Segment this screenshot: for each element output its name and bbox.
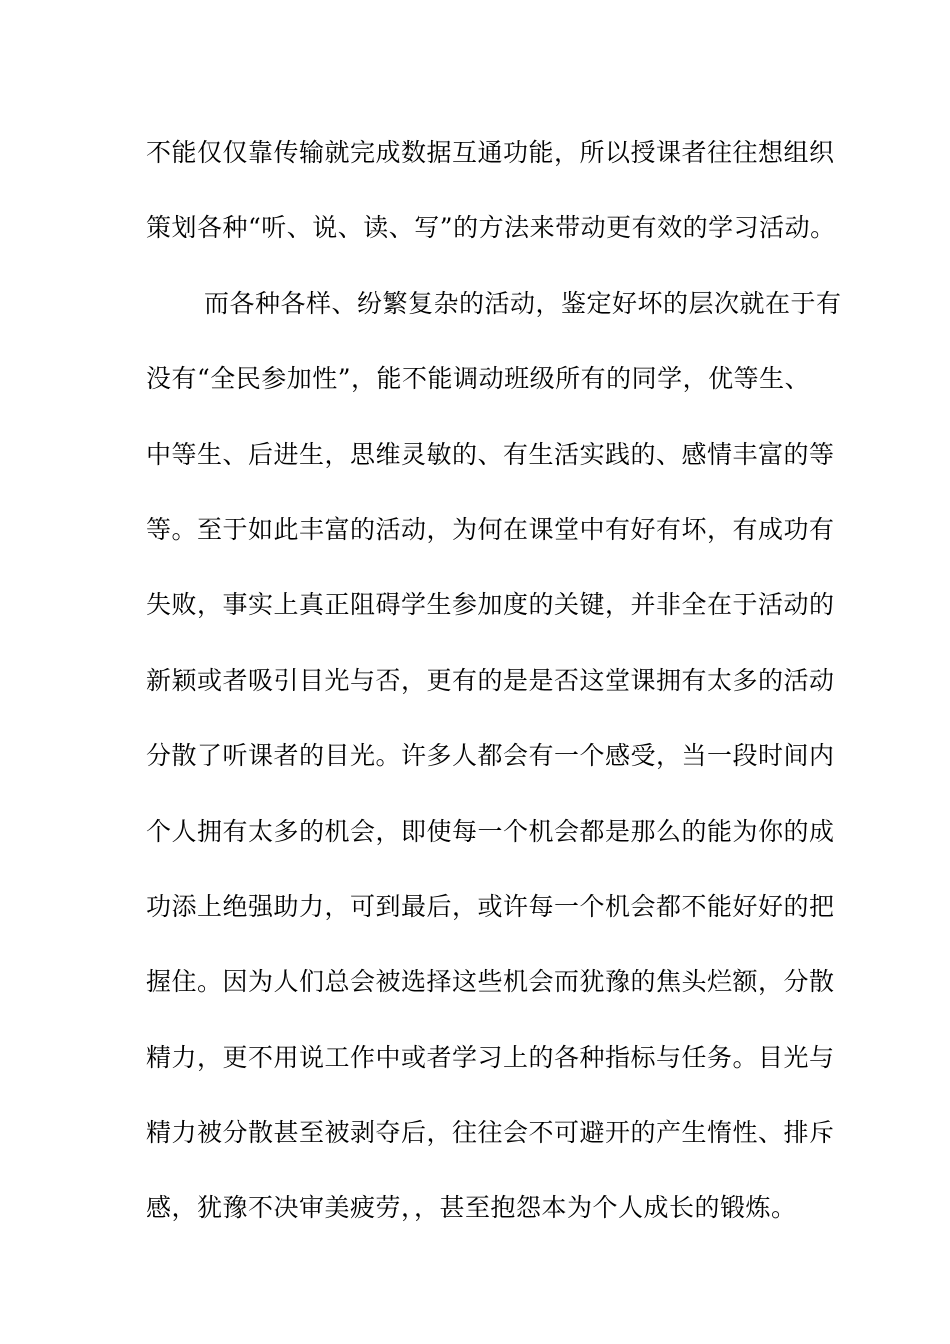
text-line: 不能仅仅靠传输就完成数据互通功能，所以授课者往往想组织: [146, 138, 835, 167]
text-line: 分散了听课者的目光。许多人都会有一个感受，当一段时间内: [146, 741, 835, 771]
text-line: 感，犹豫不决审美疲劳，，甚至抱怨本为个人成长的锻炼。: [146, 1193, 797, 1223]
text-line: 精力，更不用说工作中或者学习上的各种指标与任务。目光与: [146, 1042, 835, 1072]
text-line: 没有“全民参加性”，能不能调动班级所有的同学，优等生、: [146, 364, 811, 394]
text-line: 功添上绝强助力，可到最后，或许每一个机会都不能好好的把: [146, 891, 835, 921]
text-line: 新颖或者吸引目光与否，更有的是是否这堂课拥有太多的活动: [146, 665, 835, 695]
text-line: 中等生、后进生，思维灵敏的、有生活实践的、感情丰富的等: [146, 439, 835, 469]
text-line: 个人拥有太多的机会，即使每一个机会都是那么的能为你的成: [146, 816, 835, 846]
text-line: 等。至于如此丰富的活动，为何在课堂中有好有坏，有成功有: [146, 514, 835, 544]
text-line: 握住。因为人们总会被选择这些机会而犹豫的焦头烂额，分散: [146, 967, 835, 997]
body-text: [146, 128, 842, 1259]
text-line: 策划各种“听、说、读、写”的方法来带动更有效的学习活动。: [146, 213, 836, 243]
paragraph-start-line: 而各种各样、纷繁复杂的活动，鉴定好坏的层次就在于有: [204, 288, 842, 318]
text-line: 失败，事实上真正阻碍学生参加度的关键，并非全在于活动的: [146, 590, 835, 620]
text-line: 精力被分散甚至被剥夺后，往往会不可避开的产生惰性、排斥: [146, 1118, 835, 1148]
